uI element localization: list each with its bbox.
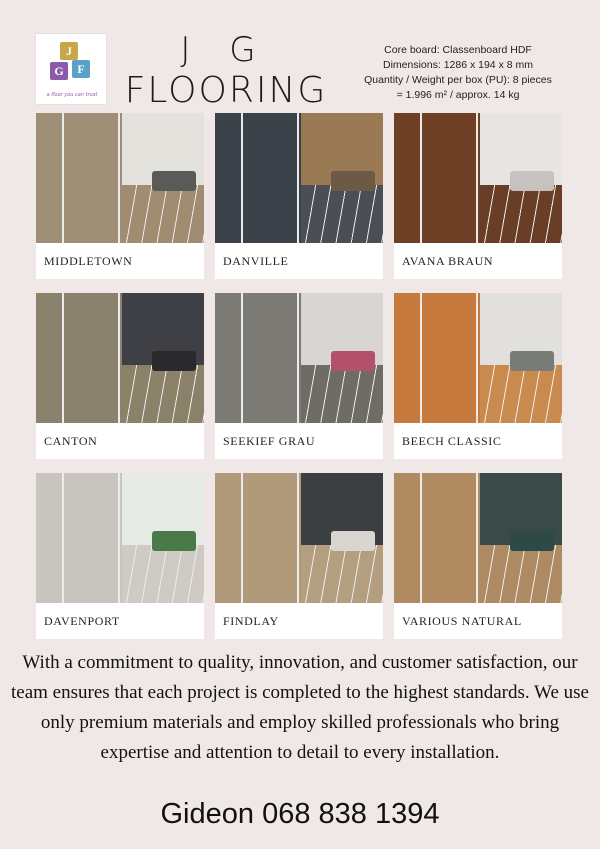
- product-card: [215, 113, 383, 279]
- product-card: [394, 293, 562, 459]
- floor-swatch: [394, 113, 480, 243]
- spec-dimensions: Dimensions: 1286 x 194 x 8 mm: [383, 59, 533, 71]
- product-name: DANVILLE: [223, 254, 289, 268]
- room-photo: [122, 473, 204, 603]
- product-name: BEECH CLASSIC: [402, 434, 502, 448]
- specs-block: [340, 43, 576, 103]
- floor-swatch: [36, 113, 122, 243]
- product-name: MIDDLETOWN: [44, 254, 133, 268]
- product-card: [215, 473, 383, 639]
- floor-swatch: [36, 293, 122, 423]
- room-photo: [480, 473, 562, 603]
- spec-core: Core board: Classenboard HDF: [384, 44, 532, 56]
- room-photo: [122, 113, 204, 243]
- floor-swatch: [215, 473, 301, 603]
- logo-cube-g: G: [50, 62, 68, 80]
- product-card: [36, 293, 204, 459]
- description-text: With a commitment to quality, innovation, and customer satisfaction, our team ensures that each project is completed to the highest standards. We use only premium materials and employ skilled professionals who bring expertise and attention to detail to every installation.: [11, 652, 589, 763]
- product-name: DAVENPORT: [44, 614, 120, 628]
- logo-cube-f: F: [72, 60, 90, 78]
- product-card: [36, 473, 204, 639]
- product-card: [394, 113, 562, 279]
- product-card: [36, 113, 204, 279]
- product-name: SEEKIEF GRAU: [223, 434, 316, 448]
- floor-swatch: [36, 473, 122, 603]
- contact-phone: Gideon 068 838 1394: [160, 798, 440, 830]
- floor-swatch: [394, 473, 480, 603]
- product-name: VARIOUS NATURAL: [402, 614, 522, 628]
- room-photo: [480, 113, 562, 243]
- product-name: FINDLAY: [223, 614, 279, 628]
- floor-swatch: [394, 293, 480, 423]
- product-card: [394, 473, 562, 639]
- floor-swatch: [215, 113, 301, 243]
- room-photo: [480, 293, 562, 423]
- product-card: [215, 293, 383, 459]
- product-name: AVANA BRAUN: [402, 254, 494, 268]
- room-photo: [301, 473, 383, 603]
- room-photo: [122, 293, 204, 423]
- logo: [36, 34, 106, 104]
- brand-name: FLOORING: [124, 70, 328, 111]
- floor-swatch: [215, 293, 301, 423]
- room-photo: [301, 293, 383, 423]
- spec-weight: = 1.996 m² / approx. 14 kg: [396, 89, 520, 101]
- product-name: CANTON: [44, 434, 98, 448]
- spec-quantity: Quantity / Weight per box (PU): 8 pieces: [364, 74, 552, 86]
- brand-initials: J G: [180, 30, 270, 70]
- room-photo: [301, 113, 383, 243]
- logo-tagline: a floor you can trust: [46, 92, 98, 98]
- logo-cube-j: J: [60, 42, 78, 60]
